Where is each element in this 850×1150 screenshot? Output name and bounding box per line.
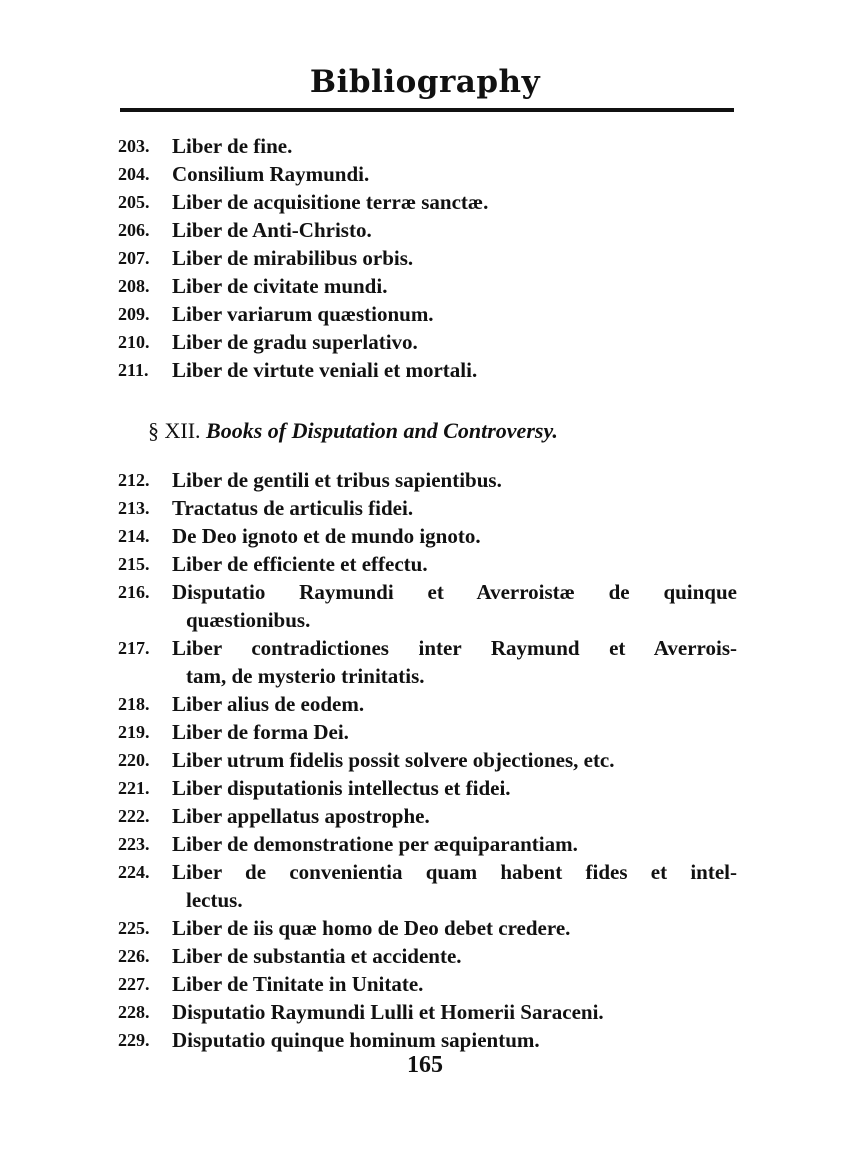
entry-number: 223.	[118, 834, 150, 854]
entry-title: Liber de virtute veniali et mortali.	[172, 358, 478, 382]
entry-number: 221.	[118, 778, 150, 798]
entry-number: 207.	[118, 248, 150, 268]
entry-number: 219.	[118, 722, 150, 742]
entry-text-block	[172, 272, 737, 300]
entry-number: 215.	[118, 554, 150, 574]
entry-title: Liber appellatus apostrophe.	[172, 804, 430, 828]
entry-text-block	[172, 774, 737, 802]
entry-text-block	[172, 998, 737, 1026]
entry-text-block	[172, 718, 737, 746]
entry-text-block	[172, 914, 737, 942]
entry-number: 224.	[118, 862, 150, 882]
entry-text-block	[172, 550, 737, 578]
entry-title: Liber variarum quæstionum.	[172, 302, 434, 326]
bibliography-entry	[0, 746, 850, 774]
entry-number: 220.	[118, 750, 150, 770]
entry-text-block	[172, 244, 737, 272]
entry-number: 203.	[118, 136, 150, 156]
entry-number: 209.	[118, 304, 150, 324]
entry-text-block	[172, 690, 737, 718]
bibliography-entry	[0, 942, 850, 970]
entry-title: Liber de gentili et tribus sapientibus.	[172, 468, 502, 492]
entry-number: 205.	[118, 192, 150, 212]
bibliography-entry	[0, 634, 850, 690]
entry-number: 212.	[118, 470, 150, 490]
entry-title: Liber de acquisitione terræ sanctæ.	[172, 190, 489, 214]
entry-number: 222.	[118, 806, 150, 826]
entry-title: Consilium Raymundi.	[172, 162, 370, 186]
bibliography-entry	[0, 774, 850, 802]
entry-text-block	[172, 188, 737, 216]
entry-number: 217.	[118, 638, 150, 658]
bibliography-entry	[0, 300, 850, 328]
bibliography-entry	[0, 188, 850, 216]
bibliography-entry	[0, 970, 850, 998]
entry-title: Liber de demonstratione per æquiparantiam.	[172, 832, 578, 856]
entry-title: Liber de Tinitate in Unitate.	[172, 972, 424, 996]
entry-text-block	[172, 1026, 737, 1054]
entry-title: Liber de fine.	[172, 134, 293, 158]
entry-number: 211.	[118, 360, 149, 380]
bibliography-entry	[0, 272, 850, 300]
bibliography-entry	[0, 718, 850, 746]
bibliography-entry	[0, 466, 850, 494]
entry-title: Disputatio Raymundi Lulli et Homerii Saraceni.	[172, 1000, 604, 1024]
bibliography-entry	[0, 494, 850, 522]
section-number: XII.	[164, 418, 201, 443]
entry-text-block	[172, 466, 737, 494]
entry-title: Liber de iis quæ homo de Deo debet credere.	[172, 916, 571, 940]
entry-title: Liber disputationis intellectus et fidei.	[172, 776, 511, 800]
entry-number: 225.	[118, 918, 150, 938]
entry-text-block	[172, 132, 737, 160]
entry-title: Liber de mirabilibus orbis.	[172, 246, 414, 270]
entry-text-block	[172, 746, 737, 774]
entry-text-block	[172, 830, 737, 858]
bibliography-entry	[0, 522, 850, 550]
entry-text-block	[172, 522, 737, 550]
entry-title: Liber utrum fidelis possit solvere objectiones, etc.	[172, 748, 615, 772]
entry-title: Liber de Anti-Christo.	[172, 218, 372, 242]
entry-title: Liber de convenientia quam habent fides et intel-	[172, 860, 737, 884]
entry-number: 228.	[118, 1002, 150, 1022]
entry-number: 226.	[118, 946, 150, 966]
entry-text-block	[172, 858, 737, 914]
entry-title: Liber de substantia et accidente.	[172, 944, 462, 968]
entry-text-block	[172, 356, 737, 384]
entry-number: 214.	[118, 526, 150, 546]
entry-title: Liber alius de eodem.	[172, 692, 365, 716]
page-number: 165	[407, 1052, 443, 1078]
entry-number: 204.	[118, 164, 150, 184]
entry-title-continuation: tam, de mysterio trinitatis.	[186, 664, 425, 688]
bibliography-entry	[0, 914, 850, 942]
entry-number: 216.	[118, 582, 150, 602]
bibliography-entry	[0, 802, 850, 830]
header-rule	[120, 108, 734, 112]
bibliography-entry	[0, 328, 850, 356]
entry-text-block	[172, 160, 737, 188]
entry-number: 218.	[118, 694, 150, 714]
entry-title-continuation: quæstionibus.	[186, 608, 311, 632]
entry-title: Disputatio Raymundi et Averroistæ de quinque	[172, 580, 737, 604]
entry-title: Liber de forma Dei.	[172, 720, 349, 744]
bibliography-entry	[0, 578, 850, 634]
entry-title-continuation: lectus.	[186, 888, 243, 912]
entry-list-b	[0, 466, 850, 1054]
entry-text-block	[172, 970, 737, 998]
running-title: Bibliography	[309, 64, 541, 100]
entry-number: 206.	[118, 220, 150, 240]
bibliography-entry	[0, 830, 850, 858]
entry-number: 213.	[118, 498, 150, 518]
entry-title: Disputatio quinque hominum sapientum.	[172, 1028, 540, 1052]
entry-title: Liber de gradu superlativo.	[172, 330, 418, 354]
entry-title: Liber de civitate mundi.	[172, 274, 388, 298]
bibliography-entry	[0, 550, 850, 578]
bibliography-entry	[0, 244, 850, 272]
entry-list-a	[0, 132, 850, 384]
section-heading	[148, 416, 748, 446]
bibliography-entry	[0, 216, 850, 244]
entry-number: 227.	[118, 974, 150, 994]
bibliography-entry	[0, 1026, 850, 1054]
entry-number: 229.	[118, 1030, 150, 1050]
entry-title: De Deo ignoto et de mundo ignoto.	[172, 524, 481, 548]
section-symbol: §	[148, 418, 159, 443]
entry-title: Liber de efficiente et effectu.	[172, 552, 428, 576]
entry-text-block	[172, 300, 737, 328]
bibliography-entry	[0, 998, 850, 1026]
entry-number: 208.	[118, 276, 150, 296]
entry-title: Liber contradictiones inter Raymund et Averrois-	[172, 636, 737, 660]
entry-text-block	[172, 328, 737, 356]
bibliography-entry	[0, 132, 850, 160]
bibliography-entry	[0, 356, 850, 384]
running-header	[0, 64, 850, 100]
bibliography-entry	[0, 690, 850, 718]
section-title: Books of Disputation and Controversy.	[206, 418, 558, 443]
bibliography-entry	[0, 858, 850, 914]
bibliography-entry	[0, 160, 850, 188]
entry-title: Tractatus de articulis fidei.	[172, 496, 414, 520]
entry-text-block	[172, 494, 737, 522]
entry-text-block	[172, 634, 737, 690]
entry-text-block	[172, 216, 737, 244]
entry-text-block	[172, 942, 737, 970]
entry-text-block	[172, 578, 737, 634]
entry-number: 210.	[118, 332, 150, 352]
entry-text-block	[172, 802, 737, 830]
